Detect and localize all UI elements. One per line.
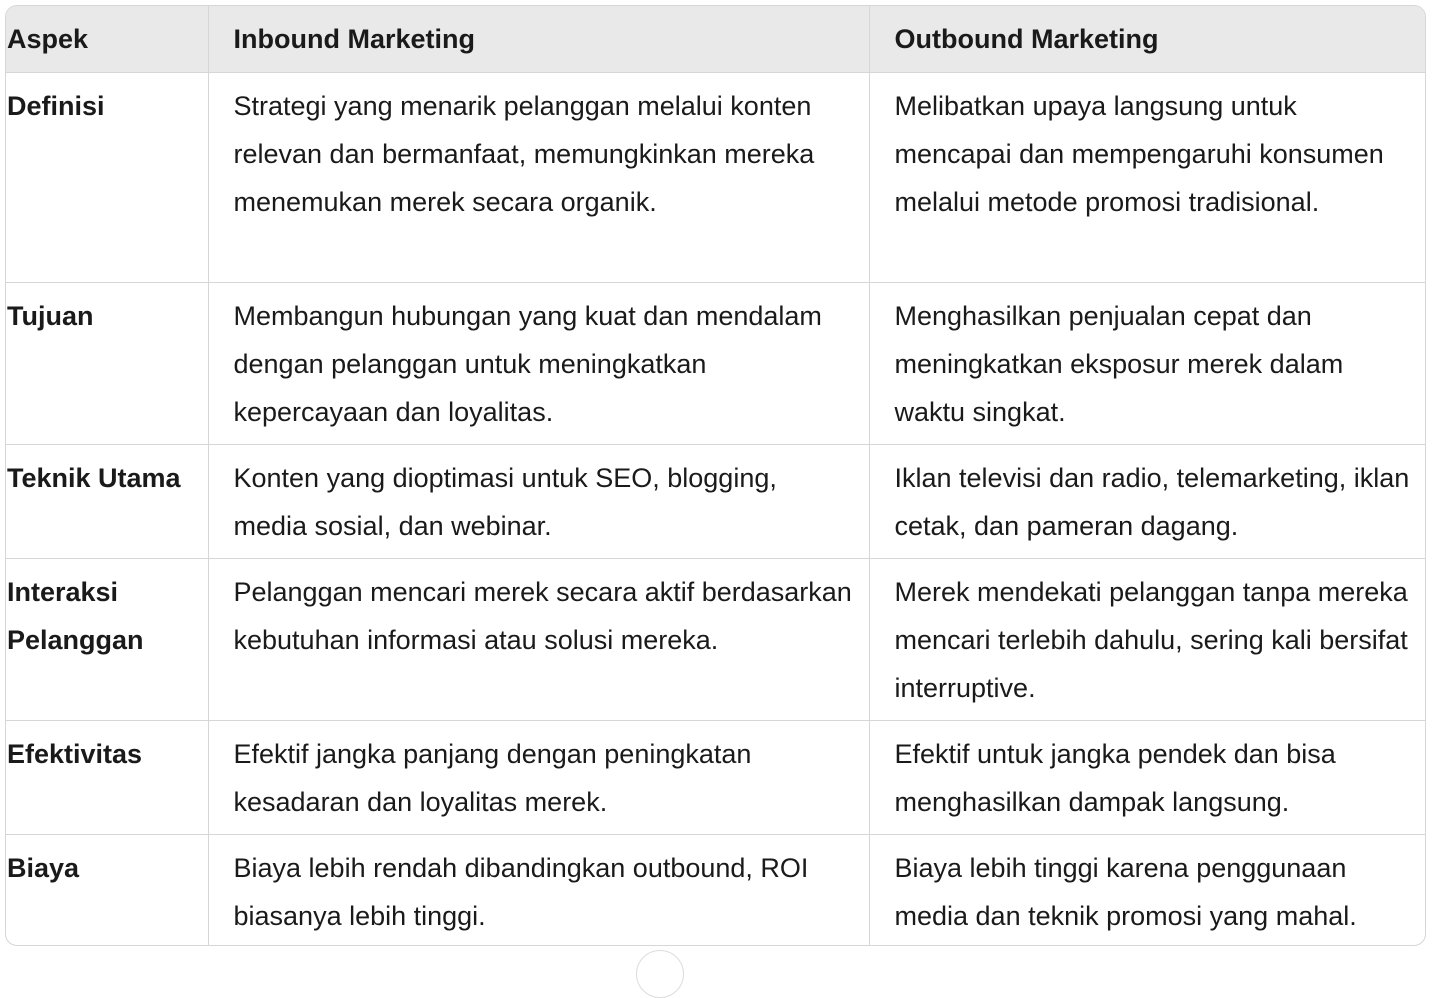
outbound-cell: Efektif untuk jangka pendek dan bisa menghasilkan dampak langsung. xyxy=(869,721,1425,835)
table-body xyxy=(6,73,1425,947)
inbound-cell: Strategi yang menarik pelanggan melalui konten relevan dan bermanfaat, memungkinkan mereka menemukan merek secara organik. xyxy=(208,73,869,283)
table-row xyxy=(6,283,1425,445)
scroll-down-button[interactable] xyxy=(636,950,684,998)
outbound-cell: Iklan televisi dan radio, telemarketing, iklan cetak, dan pameran dagang. xyxy=(869,445,1425,559)
table-row xyxy=(6,721,1425,835)
header-aspect: Aspek xyxy=(6,6,208,73)
inbound-cell: Efektif jangka panjang dengan peningkatan kesadaran dan loyalitas merek. xyxy=(208,721,869,835)
aspect-cell: Definisi xyxy=(6,73,208,283)
aspect-cell: Teknik Utama xyxy=(6,445,208,559)
table-row xyxy=(6,73,1425,283)
table-row xyxy=(6,835,1425,947)
header-outbound: Outbound Marketing xyxy=(869,6,1425,73)
outbound-cell: Menghasilkan penjualan cepat dan meningkatkan eksposur merek dalam waktu singkat. xyxy=(869,283,1425,445)
aspect-cell: Efektivitas xyxy=(6,721,208,835)
header-inbound: Inbound Marketing xyxy=(208,6,869,73)
comparison-table-container xyxy=(5,5,1426,946)
inbound-cell: Membangun hubungan yang kuat dan mendalam dengan pelanggan untuk meningkatkan kepercayaan dan loyalitas. xyxy=(208,283,869,445)
aspect-cell: Tujuan xyxy=(6,283,208,445)
table-header xyxy=(6,6,1425,73)
inbound-cell: Konten yang dioptimasi untuk SEO, blogging, media sosial, dan webinar. xyxy=(208,445,869,559)
outbound-cell: Biaya lebih tinggi karena penggunaan media dan teknik promosi yang mahal. xyxy=(894,853,1357,931)
table-row xyxy=(6,445,1425,559)
table-row xyxy=(6,559,1425,721)
comparison-table xyxy=(6,6,1425,946)
aspect-cell: Interaksi Pelanggan xyxy=(6,559,208,721)
outbound-cell: Melibatkan upaya langsung untuk mencapai dan mempengaruhi konsumen melalui metode promosi tradisional. xyxy=(869,73,1425,283)
inbound-cell: Biaya lebih rendah dibandingkan outbound, ROI biasanya lebih tinggi. xyxy=(208,835,869,947)
header-row xyxy=(6,6,1425,73)
aspect-cell: Biaya xyxy=(6,835,208,947)
outbound-cell: Merek mendekati pelanggan tanpa mereka mencari terlebih dahulu, sering kali bersifat interruptive. xyxy=(869,559,1425,721)
inbound-cell: Pelanggan mencari merek secara aktif berdasarkan kebutuhan informasi atau solusi mereka. xyxy=(208,559,869,721)
